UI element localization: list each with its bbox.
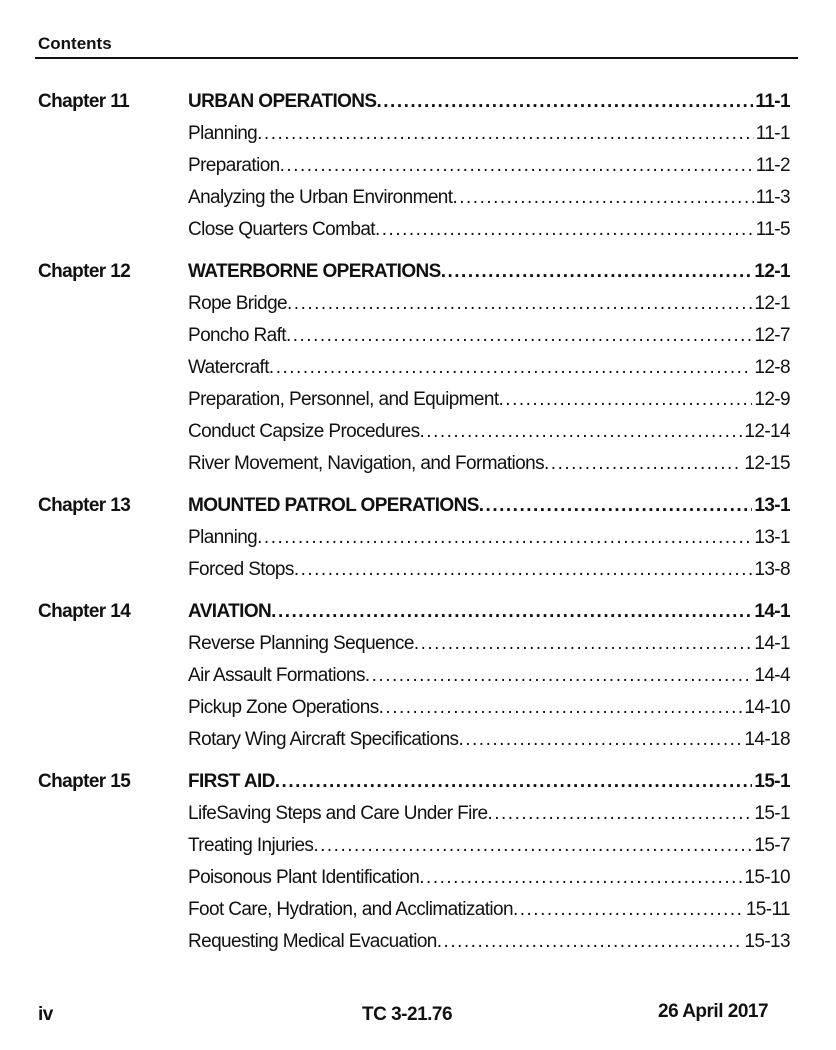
indent-spacer: [38, 120, 188, 152]
entry-title: Watercraft: [188, 357, 269, 378]
section-row: [38, 694, 790, 726]
dot-leader: [499, 386, 753, 418]
entry-page: 11-1: [755, 91, 790, 112]
dot-leader: [379, 694, 743, 726]
entry-title: Poncho Raft: [188, 325, 286, 346]
entry-title: Preparation: [188, 155, 280, 176]
entry-title: Planning: [188, 123, 258, 144]
chapter-group: [38, 492, 790, 588]
section-row: [38, 832, 790, 864]
indent-spacer: [38, 322, 188, 354]
dot-leader: [313, 832, 752, 864]
indent-spacer: [38, 152, 188, 184]
entry-page: 12-7: [754, 325, 790, 346]
entry-page: 15-10: [744, 867, 790, 888]
indent-spacer: [38, 832, 188, 864]
entry-title: URBAN OPERATIONS: [188, 91, 377, 112]
dot-leader: [280, 152, 754, 184]
entry-title: River Movement, Navigation, and Formations: [188, 453, 545, 474]
indent-spacer: [38, 524, 188, 556]
footer-page-number: iv: [38, 1004, 53, 1025]
section-row: [38, 450, 790, 482]
entry-page: 14-1: [754, 633, 790, 654]
chapter-label: Chapter 12: [38, 261, 131, 282]
entry-title: LifeSaving Steps and Care Under Fire: [188, 803, 488, 824]
footer-date: 26 April 2017: [658, 1001, 769, 1022]
chapter-row: [38, 598, 790, 630]
indent-spacer: [38, 556, 188, 588]
section-entry[interactable]: [188, 152, 790, 184]
entry-title: Forced Stops: [188, 559, 294, 580]
entry-title: Rotary Wing Aircraft Specifications: [188, 729, 459, 750]
section-row: [38, 864, 790, 896]
entry-title: WATERBORNE OPERATIONS: [188, 261, 441, 282]
entry-page: 14-10: [744, 697, 790, 718]
dot-leader: [375, 216, 754, 248]
section-row: [38, 896, 790, 928]
section-entry[interactable]: [188, 896, 790, 928]
section-entry[interactable]: [188, 662, 790, 694]
section-row: [38, 120, 790, 152]
section-row: [38, 354, 790, 386]
section-row: [38, 928, 790, 960]
chapter-title-entry[interactable]: [188, 492, 790, 524]
section-entry[interactable]: [188, 322, 790, 354]
entry-page: 12-8: [754, 357, 790, 378]
entry-page: 12-14: [744, 421, 790, 442]
section-entry[interactable]: [188, 630, 790, 662]
entry-title: Analyzing the Urban Environment: [188, 187, 453, 208]
entry-title: Conduct Capsize Procedures: [188, 421, 420, 442]
footer-publication: TC 3-21.76: [362, 1004, 453, 1025]
indent-spacer: [38, 726, 188, 758]
entry-page: 15-7: [754, 835, 790, 856]
entry-title: MOUNTED PATROL OPERATIONS: [188, 495, 479, 516]
dot-leader: [294, 556, 753, 588]
chapter-label: Chapter 11: [38, 91, 130, 112]
entry-page: 14-18: [744, 729, 790, 750]
section-row: [38, 726, 790, 758]
indent-spacer: [38, 800, 188, 832]
chapter-title-entry[interactable]: [188, 598, 790, 630]
dot-leader: [257, 120, 754, 152]
indent-spacer: [38, 450, 188, 482]
indent-spacer: [38, 864, 188, 896]
entry-page: 15-11: [745, 899, 790, 920]
section-row: [38, 418, 790, 450]
section-row: [38, 184, 790, 216]
section-entry[interactable]: [188, 184, 790, 216]
entry-title: Planning: [188, 527, 258, 548]
section-row: [38, 386, 790, 418]
chapter-row: [38, 258, 790, 290]
dot-leader: [257, 524, 752, 556]
section-entry[interactable]: [188, 694, 790, 726]
section-row: [38, 800, 790, 832]
entry-page: 11-1: [755, 123, 790, 144]
indent-spacer: [38, 354, 188, 386]
section-row: [38, 322, 790, 354]
chapter-row: [38, 768, 790, 800]
dot-leader: [420, 418, 743, 450]
dot-leader: [544, 450, 742, 482]
entry-title: Preparation, Personnel, and Equipment: [188, 389, 499, 410]
dot-leader: [513, 896, 744, 928]
indent-spacer: [38, 630, 188, 662]
section-row: [38, 290, 790, 322]
chapter-label: Chapter 13: [38, 495, 131, 516]
entry-title: AVIATION: [188, 601, 272, 622]
dot-leader: [458, 726, 742, 758]
dot-leader: [479, 492, 753, 524]
indent-spacer: [38, 928, 188, 960]
entry-page: 11-3: [755, 187, 790, 208]
indent-spacer: [38, 184, 188, 216]
entry-page: 15-1: [754, 803, 790, 824]
section-row: [38, 630, 790, 662]
chapter-title-entry[interactable]: [188, 258, 790, 290]
entry-title: Requesting Medical Evacuation: [188, 931, 437, 952]
chapter-group: [38, 768, 790, 960]
section-row: [38, 216, 790, 248]
entry-page: 13-8: [754, 559, 790, 580]
chapter-label: Chapter 15: [38, 771, 131, 792]
dot-leader: [441, 258, 753, 290]
indent-spacer: [38, 896, 188, 928]
dot-leader: [377, 88, 754, 120]
dot-leader: [271, 598, 752, 630]
indent-spacer: [38, 694, 188, 726]
entry-page: 12-1: [754, 261, 790, 282]
section-entry[interactable]: [188, 354, 790, 386]
entry-page: 11-5: [755, 219, 790, 240]
section-entry[interactable]: [188, 290, 790, 322]
entry-title: Close Quarters Combat: [188, 219, 375, 240]
section-row: [38, 152, 790, 184]
entry-title: Poisonous Plant Identification: [188, 867, 420, 888]
dot-leader: [286, 322, 752, 354]
dot-leader: [419, 864, 742, 896]
entry-title: Pickup Zone Operations: [188, 697, 379, 718]
dot-leader: [275, 768, 753, 800]
dot-leader: [437, 928, 743, 960]
section-entry[interactable]: [188, 524, 790, 556]
section-row: [38, 556, 790, 588]
chapter-group: [38, 258, 790, 482]
entry-page: 14-1: [754, 601, 790, 622]
chapter-row: [38, 88, 790, 120]
entry-page: 12-9: [754, 389, 790, 410]
chapter-group: [38, 88, 790, 248]
page-header-title: Contents: [38, 34, 112, 53]
entry-title: Reverse Planning Sequence: [188, 633, 414, 654]
indent-spacer: [38, 418, 188, 450]
section-entry[interactable]: [188, 450, 790, 482]
entry-page: 13-1: [754, 495, 790, 516]
entry-page: 15-13: [744, 931, 790, 952]
section-entry[interactable]: [188, 800, 790, 832]
indent-spacer: [38, 662, 188, 694]
chapter-group: [38, 598, 790, 758]
section-entry[interactable]: [188, 556, 790, 588]
indent-spacer: [38, 290, 188, 322]
section-entry[interactable]: [188, 832, 790, 864]
chapter-row: [38, 492, 790, 524]
table-of-contents: [38, 88, 790, 970]
chapter-label: Chapter 14: [38, 601, 131, 622]
dot-leader: [365, 662, 752, 694]
dot-leader: [287, 290, 752, 322]
chapter-title-entry[interactable]: [188, 88, 790, 120]
dot-leader: [414, 630, 753, 662]
dot-leader: [487, 800, 752, 832]
entry-title: Treating Injuries: [188, 835, 314, 856]
dot-leader: [452, 184, 753, 216]
entry-page: 12-1: [754, 293, 790, 314]
section-entry[interactable]: [188, 928, 790, 960]
section-entry[interactable]: [188, 216, 790, 248]
chapter-title-entry[interactable]: [188, 768, 790, 800]
section-row: [38, 662, 790, 694]
entry-title: Air Assault Formations: [188, 665, 365, 686]
indent-spacer: [38, 386, 188, 418]
header-rule: [35, 57, 798, 59]
section-entry[interactable]: [188, 864, 790, 896]
section-entry[interactable]: [188, 386, 790, 418]
entry-page: 13-1: [754, 527, 790, 548]
section-entry[interactable]: [188, 120, 790, 152]
dot-leader: [269, 354, 752, 386]
section-row: [38, 524, 790, 556]
indent-spacer: [38, 216, 188, 248]
entry-title: FIRST AID: [188, 771, 275, 792]
entry-page: 15-1: [754, 771, 790, 792]
entry-title: Foot Care, Hydration, and Acclimatization: [188, 899, 513, 920]
entry-page: 11-2: [755, 155, 790, 176]
section-entry[interactable]: [188, 726, 790, 758]
entry-title: Rope Bridge: [188, 293, 288, 314]
entry-page: 14-4: [754, 665, 790, 686]
section-entry[interactable]: [188, 418, 790, 450]
entry-page: 12-15: [744, 453, 790, 474]
